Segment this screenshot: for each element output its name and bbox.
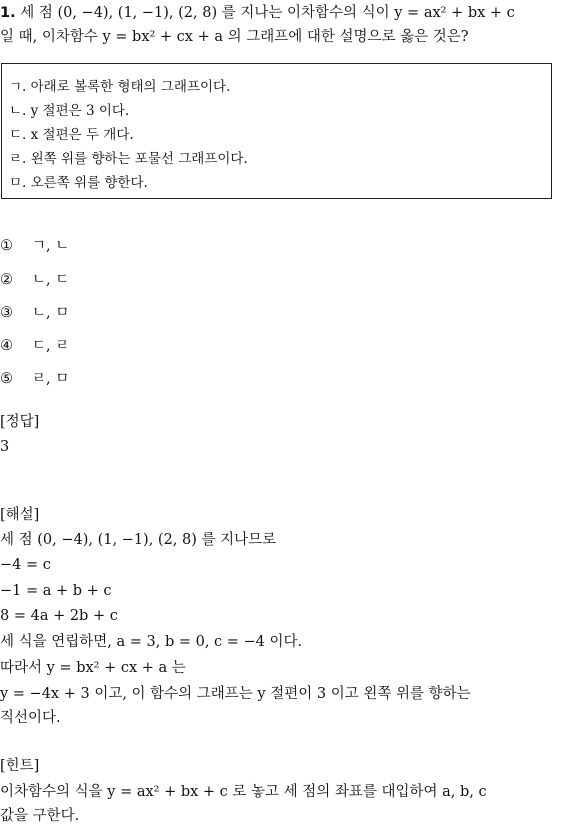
choice-text: ㄴ, ㄷ	[32, 272, 70, 288]
statement-3: ㄷ. x 절편은 두 개다.	[9, 127, 134, 143]
statement-5: ㅁ. 오른쪽 위를 향한다.	[9, 175, 148, 191]
choice-1[interactable]	[0, 236, 69, 256]
choice-3[interactable]	[0, 303, 69, 323]
choice-2[interactable]	[0, 270, 69, 290]
statements-box	[1, 63, 552, 199]
choice-text: ㄱ, ㄴ	[32, 238, 70, 254]
explanation-heading: [해설]	[0, 507, 40, 523]
choice-4[interactable]	[0, 336, 69, 356]
hint-line-1: 이차함수의 식을 y = ax² + bx + c 로 놓고 세 점의 좌표를 대입하여 a, b, c	[0, 784, 487, 800]
question-line-1	[0, 3, 515, 23]
choice-mark: ②	[0, 272, 13, 288]
choice-text: ㄹ, ㅁ	[32, 371, 70, 387]
explanation-line-6: 따라서 y = bx² + cx + a 는	[0, 660, 186, 676]
explanation-line-8: 직선이다.	[0, 710, 61, 726]
statement-1: ㄱ. 아래로 볼록한 형태의 그래프이다.	[9, 79, 231, 95]
hint-heading: [힌트]	[0, 758, 40, 774]
answer-value: 3	[0, 439, 10, 455]
choice-mark: ③	[0, 305, 13, 321]
explanation-line-1: 세 점 (0, −4), (1, −1), (2, 8) 를 지나므로	[0, 532, 277, 548]
choice-mark: ⑤	[0, 371, 13, 387]
statement-2: ㄴ. y 절편은 3 이다.	[9, 103, 130, 119]
explanation-line-5: 세 식을 연립하면, a = 3, b = 0, c = −4 이다.	[0, 634, 303, 650]
question-number: 1.	[0, 5, 16, 21]
choice-mark: ①	[0, 238, 13, 254]
choice-5[interactable]	[0, 369, 69, 389]
hint-line-2: 값을 구한다.	[0, 808, 80, 824]
question-text-1: 세 점 (0, −4), (1, −1), (2, 8) 를 지나는 이차함수의 식이 y = ax² + bx + c	[20, 5, 515, 21]
choice-text: ㄷ, ㄹ	[32, 338, 70, 354]
choice-text: ㄴ, ㅁ	[32, 305, 70, 321]
choice-mark: ④	[0, 338, 13, 354]
question-text-2: 일 때, 이차함수 y = bx² + cx + a 의 그래프에 대한 설명으로 옳은 것은?	[0, 29, 469, 45]
statement-4: ㄹ. 왼쪽 위를 향하는 포물선 그래프이다.	[9, 151, 248, 167]
explanation-line-7: y = −4x + 3 이고, 이 함수의 그래프는 y 절편이 3 이고 왼쪽 위를 향하는	[0, 686, 471, 702]
explanation-line-2: −4 = c	[0, 557, 51, 573]
explanation-line-4: 8 = 4a + 2b + c	[0, 608, 118, 624]
answer-heading: [정답]	[0, 414, 40, 430]
explanation-line-3: −1 = a + b + c	[0, 583, 112, 599]
